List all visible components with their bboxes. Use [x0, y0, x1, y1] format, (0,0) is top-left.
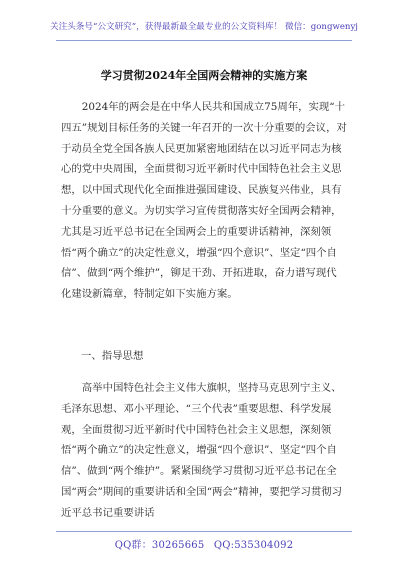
body-section-intro: [61, 97, 347, 305]
header-note: 关注头条号“公文研究”，获得最新最全最专业的公文资料库！ 微信：gongwenyj: [50, 22, 358, 32]
qq-contact-text: QQ:535304092: [213, 540, 294, 551]
footer: [0, 536, 408, 551]
paragraph: 2024年的两会是在中华人民共和国成立75周年，实现“十四五”规划目标任务的关键一年召开的一次十分重要的会议，对于动员全党全国各族人民更加紧密地团结在以习近平同志为核心的党中央周围，全面贯彻习近平新时代中国特色社会主义思想，以中国式现代化全面推进强国建设、民族复兴伟业，具有十分重要的意义。为切实学习宣传贯彻落实好全国两会精神，尤其是习近平总书记在全国两会上的重要讲话精神，深刻领悟“两个确立”的决定性意义，增强“四个意识”、坚定“四个自信”、做到“两个维护”，铆足干劲、开拓进取，奋力谱写现代化建设新篇章，特制定如下实施方案。: [61, 101, 347, 301]
paragraph: 高举中国特色社会主义伟大旗帜，坚持马克思列宁主义、毛泽东思想、邓小平理论、“三个代表”重要思想、科学发展观，全面贯彻习近平新时代中国特色社会主义思想，深刻领悟“两个确立”的决定性意义，增强“四个意识”、坚定“四个自信”、做到“两个维护”。紧紧围绕学习贯彻习近平总书记在全国“两会”期间的重要讲话和全国“两会”精神，要把学习贯彻习近平总书记重要讲话: [61, 382, 343, 519]
footer-divider: [56, 531, 352, 532]
document-title: 学习贯彻2024年全国两会精神的实施方案: [100, 69, 308, 82]
qq-group-text: QQ群：30265665: [114, 540, 205, 551]
section-heading: 一、指导思想: [81, 350, 144, 362]
body-section-guiding-thought: [61, 378, 347, 524]
header-divider: [56, 40, 352, 41]
